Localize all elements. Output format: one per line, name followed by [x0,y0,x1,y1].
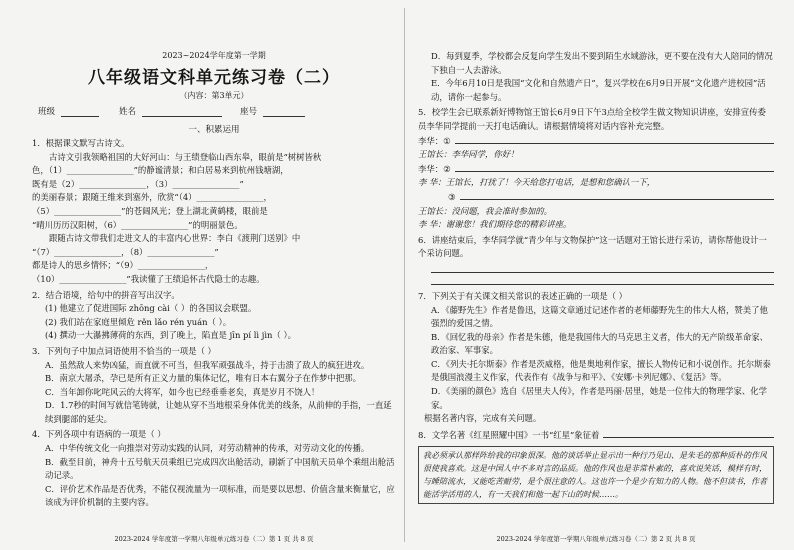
name-label: 姓名 [119,107,137,117]
option-a: A．中华传统文化一向推崇对劳动实践的认同，对劳动精神的传承，对劳动文化的传播。 [45,443,370,454]
dialog-line: 李 华： 王馆长，打扰了！今天给您打电话，是想和您确认一下， [418,177,656,188]
page-footer: 2023-2024 学年度第一学期八年级单元练习卷（二）第 1 页 共 8 页 [114,535,314,543]
question-1: 1．根据课文默写古诗文。 [32,138,130,148]
question-5: 5．校学生会已联系新好博物馆王馆长6月9日下午3点给全校学生做文物知识讲座，安排宣传委员李华同学提前一天打电话确认。请根据情境将对话内容补充完整。 [418,107,766,131]
page-divider [404,8,405,542]
reading-passage: 我必须承认那样阵给我的印象很深。他的谈话举止显示出一种行乃见山、是朱毛的那种质朴的作风很使我喜欢。这是中国人中不多对言的品质。他的作风也是非常朴素的，喜欢说笑话，模样有时，与睡陪流水，又能吃苦耐劳，是个很注意的人。这也许一个是少有知力的人物。他不但读书，作者能活学活用的人，有一天我们和他一起下山的时候……。 [418,446,774,504]
left-page [32,0,396,550]
question-4: 4．下列各项中有语病的一项是（ ） [32,429,166,440]
question-2: 2．结合语境，给句中的拼音写出汉字。 [32,289,180,300]
poem-line: 都是诗人的思乡情怀；“（9）________________， [32,260,214,271]
option-a: A．虽然敌人来势凶猛，而直就不可当，但我军顽强战斗，持于击溃了敌人的疯狂进攻。 [45,359,370,370]
poem-line: （10）________________”我读懂了王绩追怀古代隐士的志趣。 [32,273,265,284]
seat-field[interactable] [263,105,305,117]
answer-line[interactable] [431,273,774,285]
poem-line: “晴川历历汉阳树，（6）________________”的明丽景色。 [32,219,243,230]
dialog-line: 王馆长： 李华同学，你好！ [418,149,519,160]
exam-scope: （内容：第3单元） [179,91,249,100]
option-b: B．南京大屠杀，孕已是所有正义力量的集体记忆，唯有日本右翼分子在作梦中把那。 [45,373,362,384]
page-footer: 2023-2024 学年度第一学期八年级单元练习卷（二）第 2 页 共 8 页 [496,535,696,543]
option-c: C．评价艺术作品是否优秀，不能仅视流量为一项标准，而是要以思想、价值含量来衡量它，应该成为评价机制的主要内容。 [45,483,395,508]
option-d: D．1.7秒的时间写就信笔铸就，让她从穿不当地根采身体优美的线条，从前伸的手指，一直延续到腿部的延尖。 [45,400,392,424]
question-8: 8．文学名著《红星照耀中国》一书“红星”象征着 [418,428,774,443]
answer-line[interactable] [455,162,774,172]
poem-line: 的美丽春景；跟随王维来到塞外，欣赏“（4）________________， [32,192,272,203]
question-1-text [32,151,396,287]
option-d: D．每到夏季，学校都会反复向学生发出不要到陌生水域游泳，更不要在没有大人陪同的情况下独自一人去游泳。 [431,51,773,75]
answer-line[interactable] [455,134,774,144]
poem-line: 色，（1）________________”的静谧清景；和白居易来到杭州钱塘湖， [32,165,289,176]
option-d: D．《美丽的颜色》选自《居里夫人传》，作者是玛丽·居里，她是一位伟大的物理学家、化学家。 [431,386,767,410]
option-c: C．当年卸你叱咤风云的大将军，如今也已经垂垂老矣，真是岁月不饶人！ [45,386,320,397]
class-label: 班级 [38,107,56,117]
instruction-text: 根据名著内容，完成有关问题。 [424,413,542,424]
poem-line: 既有是（2）________________，（3）________________” [32,178,244,189]
option-e: E．今年6月10日是我国“文化和自然遗产日”，复兴学校在6月9日开展“文化遗产进校园”活动，请你一起参与。 [431,78,766,102]
dialog-line: 李华： ① [418,134,774,149]
name-field[interactable] [142,105,222,117]
option-b: B．《回忆我的母亲》作者是朱德，他是我国伟大的马克思主义者，伟大的无产阶级革命家、政治家、军事家。 [431,331,768,356]
poem-line: “（7）________________，（8）________________” [32,246,219,257]
poem-line: 跟随古诗文带我们走进文人的丰富内心世界：李白《渡荆门送别》中 [49,233,301,244]
poem-line: （5）________________”的苍阔风光；登上湖北黄鹤楼，眼前是 [32,205,268,216]
question-6: 6．讲座结束后，李华同学就“青少年与文物保护”这一话题对王馆长进行采访，请你帮他设计一个采访问题。 [418,234,767,259]
class-field[interactable] [61,105,99,117]
answer-line[interactable] [460,190,774,200]
right-page [418,0,774,550]
poem-line: 古诗文引我领略祖国的大好河山：与王绩登临山西东皋，眼前是“树树皆秋 [49,151,322,162]
section-heading: 一、积累运用 [188,125,240,135]
option-c: C．《列夫·托尔斯泰》作者是茨威格，他是奥地利作家，擅长人物传记和小说创作。托尔斯泰是俄国浪漫主义作家，代表作有《战争与和平》、《安娜·卡列尼娜》、《复活》等。 [431,358,771,383]
option-b: B．截至目前，神舟十五号航天员乘组已完成四次出舱活动，刷新了中国航天员单个乘组出舱活动记录。 [45,456,395,481]
dialog-line: 王馆长： 没问题，我会准时参加的。 [418,205,552,216]
student-info [38,105,396,117]
question-2-item: (1) 他建立了促进国际 zhōng cài（ ）的各国议会联盟。 [45,303,257,314]
seat-label: 座号 [240,107,258,117]
question-7: 7．下列关于有关课文相关常识的表述正确的一项是（ ） [418,290,627,301]
dialog-line: 李 华： 谢谢您！我们期待您的精彩讲座。 [418,219,572,230]
question-2-item: (4) 撰动一大瀑拂薄荷的东西，到了晚上，陷直是 jīn pí lì jìn（ ）。 [45,330,296,341]
question-3: 3．下列句子中加点词语使用不恰当的一项是（ ） [32,345,216,356]
question-2-item: (2) 我们站在家庭里倾危 rěn lǎo rén yuán（ ）。 [45,316,232,327]
exam-title: 八年级语文科单元练习卷（二） [88,68,340,88]
option-a: A．《藤野先生》作者是鲁迅，这篇文章通过记述作者的老师藤野先生的伟大人格，赞美了他强烈的爱国之情。 [431,304,768,329]
dialog-line: ③ [418,190,774,205]
answer-line[interactable] [431,261,774,273]
school-year-header: 2023~2024学年度第一学期 [162,51,266,60]
answer-line[interactable] [603,428,774,438]
dialog-line: 李华： ② [418,162,774,177]
